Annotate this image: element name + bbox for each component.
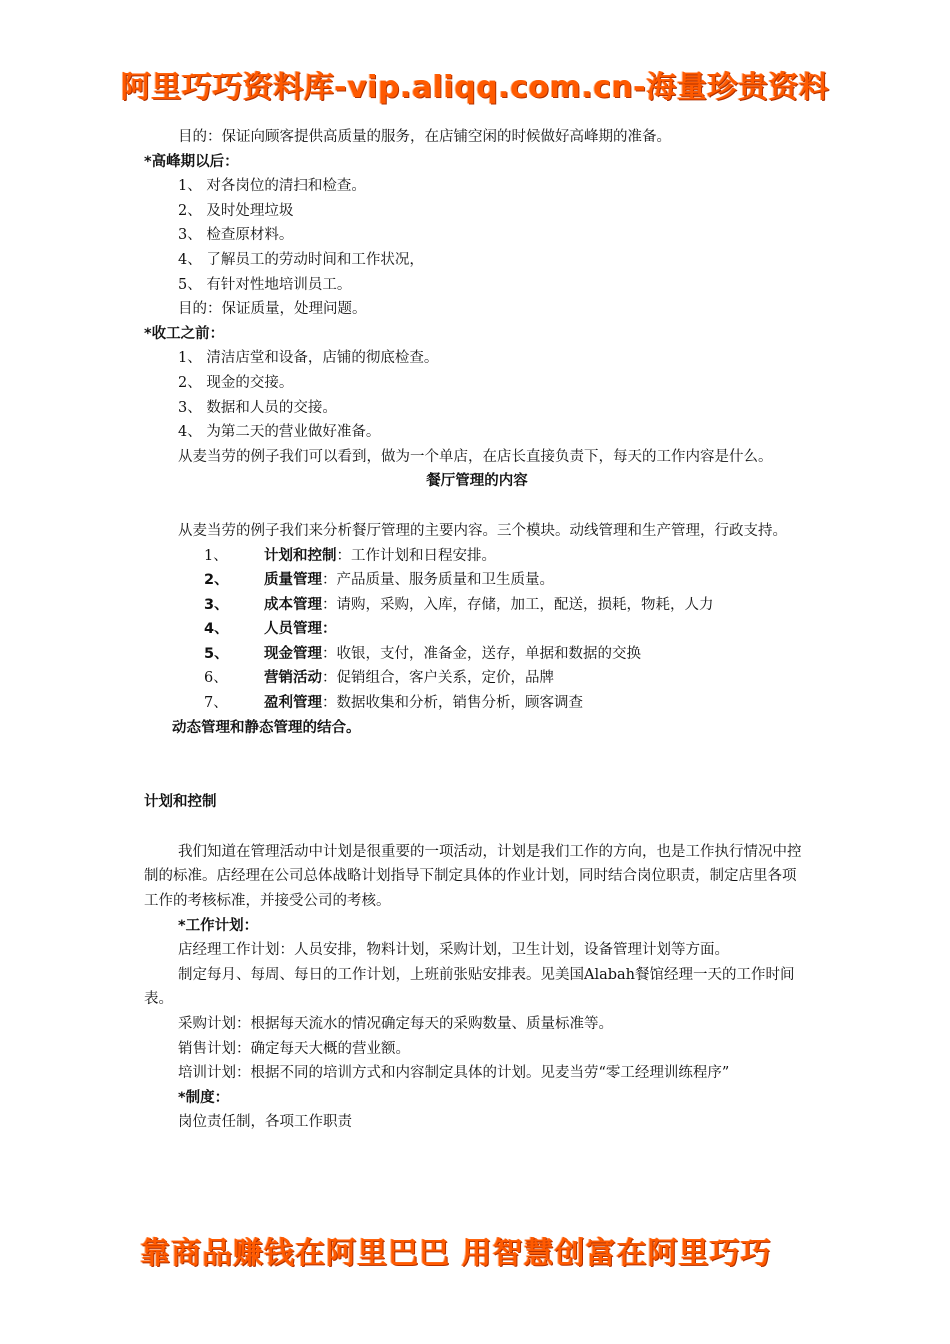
module-item bbox=[204, 544, 810, 569]
closing-item: 2、 现金的交接。 bbox=[178, 374, 294, 391]
module-desc: ：促销组合，客户关系，定价，品牌 bbox=[322, 670, 554, 687]
banner-bottom-watermark: 靠商品赚钱在阿里巴巴 用智慧创富在阿里巧巧 bbox=[140, 1236, 772, 1271]
module-desc: ： bbox=[322, 621, 337, 638]
closing-item: 1、 清洁店堂和设备，店铺的彻底检查。 bbox=[178, 350, 439, 367]
document-body bbox=[144, 125, 810, 1135]
modules-list bbox=[144, 544, 810, 716]
module-desc: ：数据收集和分析，销售分析，顾客调查 bbox=[322, 695, 583, 712]
module-term: 盈利管理 bbox=[264, 695, 322, 712]
module-desc: ：请购，采购，入库，存储，加工，配送，损耗，物耗，人力 bbox=[322, 596, 714, 613]
module-desc: ：产品质量、服务质量和卫生质量。 bbox=[322, 572, 554, 589]
module-item bbox=[204, 666, 810, 691]
work-plan-line: 店经理工作计划：人员安排，物料计划，采购计划，卫生计划，设备管理计划等方面。 bbox=[178, 942, 729, 959]
plan-paragraph: 我们知道在管理活动中计划是很重要的一项活动，计划是我们工作的方向，也是工作执行情况中控制的标准。店经理在公司总体战略计划指导下制定具体的作业计划，同时结合岗位职责，制定店里各项工作的考核标准，并接受公司的考核。 bbox=[144, 843, 802, 910]
closing-item: 3、 数据和人员的交接。 bbox=[178, 399, 337, 416]
analysis-paragraph: 从麦当劳的例子我们来分析餐厅管理的主要内容。三个模块。动线管理和生产管理，行政支持。 bbox=[178, 522, 787, 539]
mcd-paragraph: 从麦当劳的例子我们可以看到，做为一个单店，在店长直接负责下，每天的工作内容是什么。 bbox=[178, 448, 773, 465]
module-term: 质量管理 bbox=[264, 572, 322, 589]
closing-heading: *收工之前： bbox=[144, 325, 225, 342]
module-term: 营销活动 bbox=[264, 670, 322, 687]
after-peak-item: 2、 及时处理垃圾 bbox=[178, 202, 294, 219]
module-number: 1、 bbox=[204, 547, 228, 564]
module-number: 3、 bbox=[204, 596, 229, 613]
module-desc: ：收银，支付，准备金，送存，单据和数据的交换 bbox=[322, 645, 641, 662]
module-term: 成本管理 bbox=[264, 596, 322, 613]
spacer bbox=[144, 494, 810, 519]
module-item bbox=[204, 642, 810, 667]
module-desc: ：工作计划和日程安排。 bbox=[336, 547, 496, 564]
spacer bbox=[144, 740, 810, 790]
module-number: 7、 bbox=[204, 695, 228, 712]
module-term: 计划和控制 bbox=[264, 547, 337, 564]
after-peak-item: 4、 了解员工的劳动时间和工作状况， bbox=[178, 251, 424, 268]
module-item bbox=[204, 568, 810, 593]
module-term: 现金管理 bbox=[264, 645, 322, 662]
closing-item: 4、 为第二天的营业做好准备。 bbox=[178, 424, 381, 441]
system-heading: *制度： bbox=[178, 1089, 230, 1106]
work-plan-line: 销售计划：确定每天大概的营业额。 bbox=[178, 1040, 410, 1057]
spacer bbox=[144, 815, 810, 840]
module-number: 5、 bbox=[204, 645, 229, 662]
after-peak-purpose: 目的：保证质量，处理问题。 bbox=[178, 301, 367, 318]
plan-heading: 计划和控制 bbox=[144, 794, 217, 811]
module-item bbox=[204, 617, 810, 642]
module-number: 2、 bbox=[204, 572, 229, 589]
after-peak-heading: *高峰期以后： bbox=[144, 153, 239, 170]
work-plan-line: 采购计划：根据每天流水的情况确定每天的采购数量、质量标准等。 bbox=[178, 1016, 613, 1032]
after-peak-item: 5、 有针对性地培训员工。 bbox=[178, 276, 352, 293]
module-number: 6、 bbox=[204, 670, 228, 687]
section-title: 餐厅管理的内容 bbox=[426, 473, 528, 490]
module-item bbox=[204, 593, 810, 618]
after-peak-item: 1、 对各岗位的清扫和检查。 bbox=[178, 178, 366, 195]
module-number: 4、 bbox=[204, 621, 229, 638]
module-term: 人员管理 bbox=[264, 621, 322, 638]
after-peak-item: 3、 检查原材料。 bbox=[178, 227, 294, 244]
work-plan-heading: *工作计划： bbox=[178, 917, 259, 934]
summary-line: 动态管理和静态管理的结合。 bbox=[172, 719, 361, 736]
intro-purpose: 目的：保证向顾客提供高质量的服务，在店铺空闲的时候做好高峰期的准备。 bbox=[178, 129, 671, 145]
work-plan-line: 培训计划：根据不同的培训方式和内容制定具体的计划。见麦当劳“零工经理训练程序” bbox=[178, 1065, 730, 1082]
banner-top-watermark: 阿里巧巧资料库-vip.aliqq.com.cn-海量珍贵资料 bbox=[120, 70, 830, 105]
system-line: 岗位责任制，各项工作职责 bbox=[178, 1114, 352, 1131]
work-plan-line: 制定每月、每周、每日的工作计划，上班前张贴安排表。见美国Alabah餐馆经理一天的工作时间表。 bbox=[144, 966, 795, 1008]
module-item bbox=[204, 691, 810, 716]
